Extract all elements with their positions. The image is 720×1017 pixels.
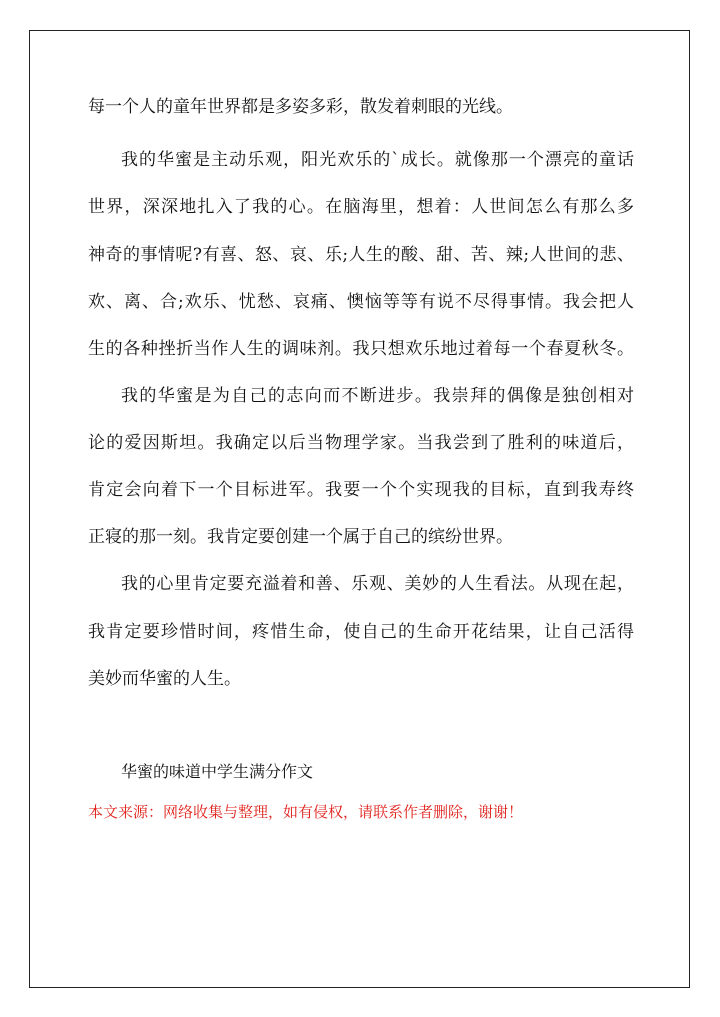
essay-line-13: 美妙而华蜜的人生。 bbox=[88, 669, 241, 689]
page-border bbox=[29, 30, 690, 988]
essay-line-3: 世界，深深地扎入了我的心。在脑海里，想着：人世间怎么有那么多 bbox=[88, 197, 634, 217]
essay-line-8: 论的爱因斯坦。我确定以后当物理学家。当我尝到了胜利的味道后， bbox=[88, 433, 634, 453]
essay-line-4: 神奇的事情呢?有喜、怒、哀、乐;人生的酸、甜、苦、辣;人世间的悲、 bbox=[88, 245, 634, 265]
essay-line-6: 生的各种挫折当作人生的调味剂。我只想欢乐地过着每一个春夏秋冬。 bbox=[88, 339, 634, 359]
essay-line-10: 正寝的那一刻。我肯定要创建一个属于自己的缤纷世界。 bbox=[88, 527, 513, 547]
essay-line-7: 我的华蜜是为自己的志向而不断进步。我崇拜的偶像是独创相对 bbox=[121, 386, 634, 406]
essay-line-11: 我的心里肯定要充溢着和善、乐观、美妙的人生看法。从现在起， bbox=[121, 574, 634, 594]
essay-line-12: 我肯定要珍惜时间，疼惜生命，使自己的生命开花结果，让自己活得 bbox=[88, 622, 634, 642]
essay-line-1: 每一个人的童年世界都是多姿多彩，散发着刺眼的光线。 bbox=[88, 97, 513, 117]
document-title: 华蜜的味道中学生满分作文 bbox=[121, 762, 314, 781]
essay-line-2: 我的华蜜是主动乐观，阳光欢乐的`成长。就像那一个漂亮的童话 bbox=[121, 150, 634, 170]
essay-line-5: 欢、离、合;欢乐、忧愁、哀痛、懊恼等等有说不尽得事情。我会把人 bbox=[88, 292, 634, 312]
source-note: 本文来源：网络收集与整理，如有侵权，请联系作者删除，谢谢！ bbox=[88, 803, 524, 821]
essay-line-9: 肯定会向着下一个目标进军。我要一个个实现我的目标，直到我寿终 bbox=[88, 480, 634, 500]
